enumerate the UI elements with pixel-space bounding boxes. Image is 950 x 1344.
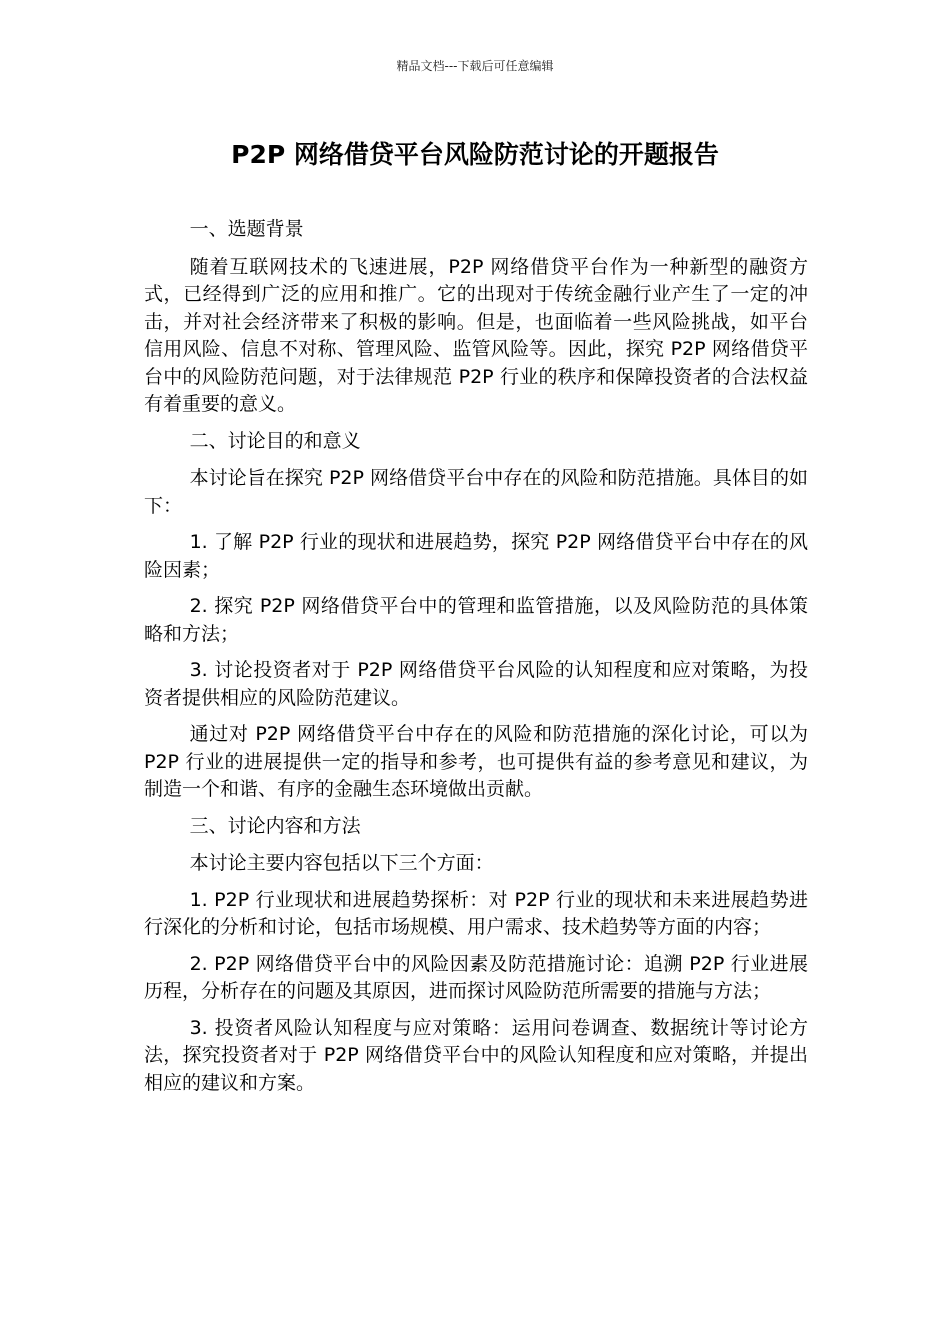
section-heading-purpose: 二、讨论目的和意义 xyxy=(189,429,361,452)
section-heading-background: 一、选题背景 xyxy=(189,218,304,240)
list-item-content-2: 2. P2P 网络借贷平台中的风险因素及防范措施讨论：追溯 P2P 行业进展历程，分析存在的问题及其原因，进而探讨风险防范所需要的措施与方法； xyxy=(144,952,808,1002)
list-item-purpose-3: 3. 讨论投资者对于 P2P 网络借贷平台风险的认知程度和应对策略，为投资者提供相应的风险防范建议。 xyxy=(144,659,808,709)
document-body xyxy=(144,216,808,1106)
list-item-purpose-1: 1. 了解 P2P 行业的现状和进展趋势，探究 P2P 网络借贷平台中存在的风险因素； xyxy=(144,531,808,581)
document-title: P2P 网络借贷平台风险防范讨论的开题报告 xyxy=(231,140,719,169)
section-heading-content: 三、讨论内容和方法 xyxy=(189,814,361,837)
page-header: 精品文档---下载后可任意编辑 xyxy=(396,59,554,73)
paragraph-background: 随着互联网技术的飞速进展，P2P 网络借贷平台作为一种新型的融资方式，已经得到广泛的应用和推广。它的出现对于传统金融行业产生了一定的冲击，并对社会经济带来了积极的影响。但是，也面临着一些风险挑战，如平台信用风险、信息不对称、管理风险、监管风险等。因此，探究 P2P 网络借贷平台中的风险防范问题，对于法律规范 P2P 行业的秩序和保障投资者的合法权益有着重要的意义。 xyxy=(144,255,808,415)
paragraph-significance: 通过对 P2P 网络借贷平台中存在的风险和防范措施的深化讨论，可以为 P2P 行业的进展提供一定的指导和参考，也可提供有益的参考意见和建议，为制造一个和谐、有序的金融生态环境做出贡献。 xyxy=(144,723,808,800)
paragraph-content-intro: 本讨论主要内容包括以下三个方面： xyxy=(189,852,494,874)
list-item-content-3: 3. 投资者风险认知程度与应对策略：运用问卷调查、数据统计等讨论方法，探究投资者对于 P2P 网络借贷平台中的风险认知程度和应对策略，并提出相应的建议和方案。 xyxy=(144,1016,808,1094)
list-item-content-1: 1. P2P 行业现状和进展趋势探析：对 P2P 行业的现状和未来进展趋势进行深化的分析和讨论，包括市场规模、用户需求、技术趋势等方面的内容； xyxy=(144,888,808,938)
list-item-purpose-2: 2. 探究 P2P 网络借贷平台中的管理和监管措施，以及风险防范的具体策略和方法； xyxy=(144,595,808,645)
paragraph-purpose-intro: 本讨论旨在探究 P2P 网络借贷平台中存在的风险和防范措施。具体目的如下： xyxy=(144,467,808,517)
